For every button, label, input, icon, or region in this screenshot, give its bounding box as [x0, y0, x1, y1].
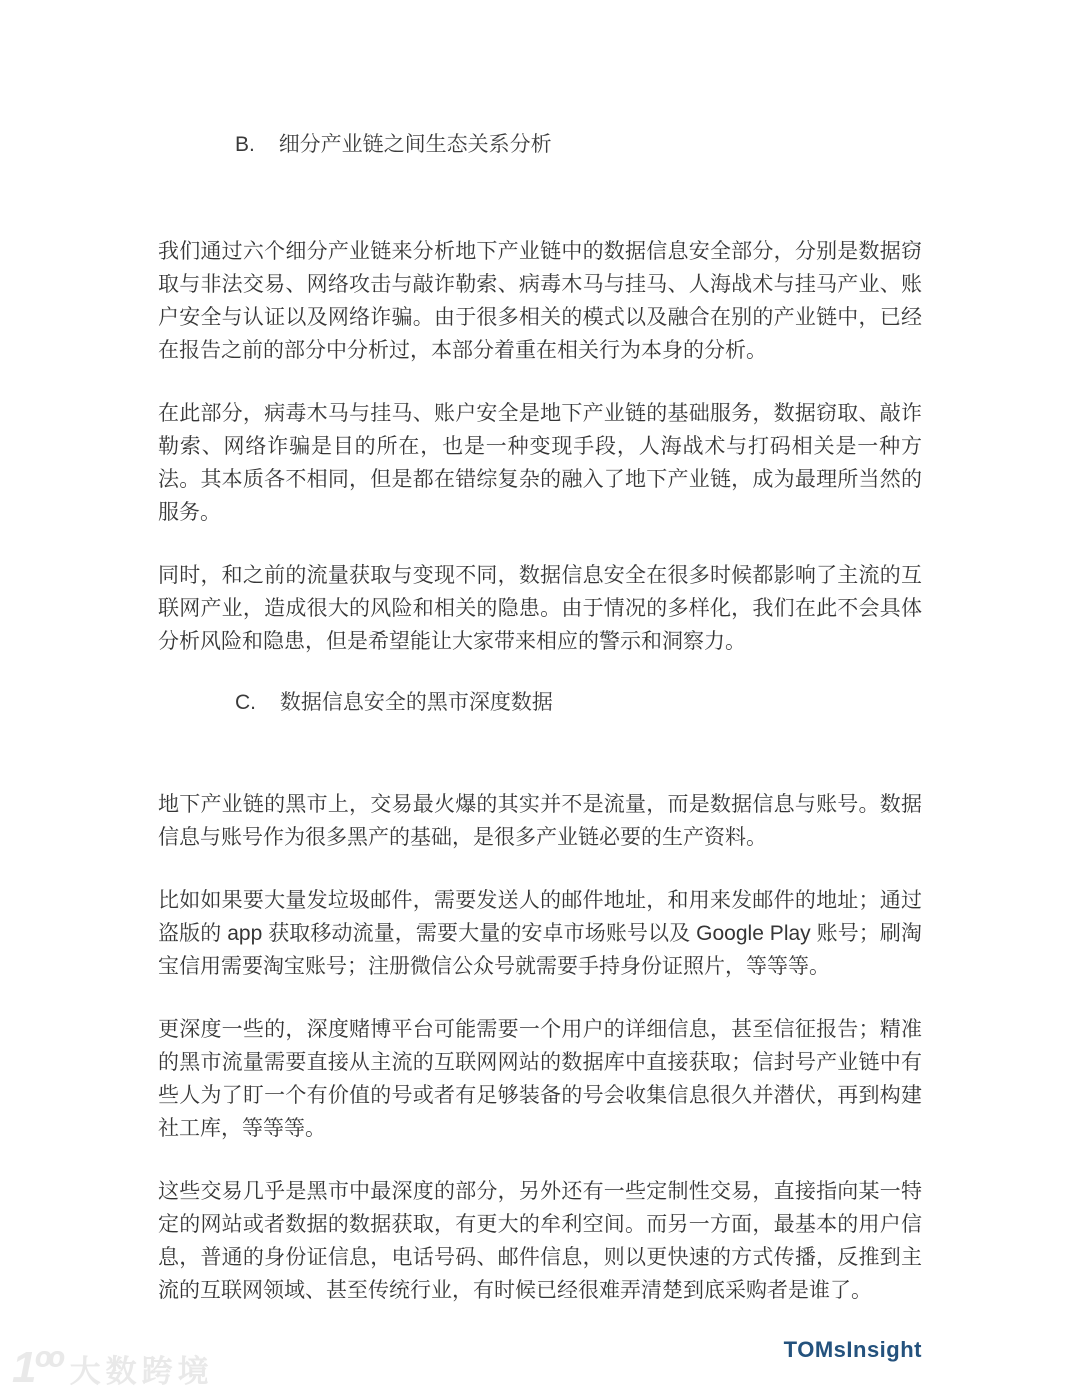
section-b-label: B.: [235, 133, 255, 156]
section-b-paragraph-1: 我们通过六个细分产业链来分析地下产业链中的数据信息安全部分，分别是数据窃取与非法交易、网络攻击与敲诈勒索、病毒木马与挂马、人海战术与挂马产业、账户安全与认证以及网络诈骗。由于很多相关的模式以及融合在别的产业链中，已经在报告之前的部分中分析过，本部分着重在相关行为本身的分析。: [158, 240, 922, 362]
tomsinsight-logo: TOMsInsight: [783, 1337, 922, 1362]
section-c-paragraph-4: 这些交易几乎是黑市中最深度的部分，另外还有一些定制性交易，直接指向某一特定的网站或者数据的数据获取，有更大的牟利空间。而另一方面，最基本的用户信息，普通的身份证信息，电话号码、邮件信息，则以更快速的方式传播，反推到主流的互联网领域、甚至传统行业，有时候已经很难弄清楚到底采购者是谁了。: [158, 1180, 922, 1302]
watermark-logo-icon: 1ºº: [12, 1343, 60, 1392]
section-b-title: 细分产业链之间生态关系分析: [278, 133, 552, 156]
dashukuajing-watermark: [12, 1343, 214, 1393]
section-c-paragraph-2: 比如如果要大量发垃圾邮件，需要发送人的邮件地址，和用来发邮件的地址；通过盗版的 app 获取移动流量，需要大量的安卓市场账号以及 Google Play 账号；刷淘宝信用需要淘宝账号；注册微信公众号就需要手持身份证照片，等等等。: [158, 889, 922, 978]
footer-logo-row: [158, 1337, 922, 1363]
section-b-paragraph-3: 同时，和之前的流量获取与变现不同，数据信息安全在很多时候都影响了主流的互联网产业，造成很大的风险和相关的隐患。由于情况的多样化，我们在此不会具体分析风险和隐患，但是希望能让大家带来相应的警示和洞察力。: [158, 564, 922, 653]
section-c-label: C.: [235, 691, 256, 714]
section-c-paragraph-3: 更深度一些的，深度赌博平台可能需要一个用户的详细信息，甚至信征报告；精准的黑市流量需要直接从主流的互联网网站的数据库中直接获取；信封号产业链中有些人为了盯一个有价值的号或者有足够装备的号会收集信息很久并潜伏，再到构建社工库，等等等。: [158, 1018, 922, 1140]
watermark-text: 大数跨境: [69, 1354, 214, 1389]
section-c-title: 数据信息安全的黑市深度数据: [279, 691, 553, 714]
section-b-paragraph-2: 在此部分，病毒木马与挂马、账户安全是地下产业链的基础服务，数据窃取、敲诈勒索、网络诈骗是目的所在，也是一种变现手段，人海战术与打码相关是一种方法。其本质各不相同，但是都在错综复杂的融入了地下产业链，成为最理所当然的服务。: [158, 402, 922, 524]
section-c-paragraph-1: 地下产业链的黑市上，交易最火爆的其实并不是流量，而是数据信息与账号。数据信息与账号作为很多黑产的基础，是很多产业链必要的生产资料。: [158, 793, 922, 849]
section-heading-c: [235, 688, 922, 718]
section-heading-b: [235, 130, 922, 160]
